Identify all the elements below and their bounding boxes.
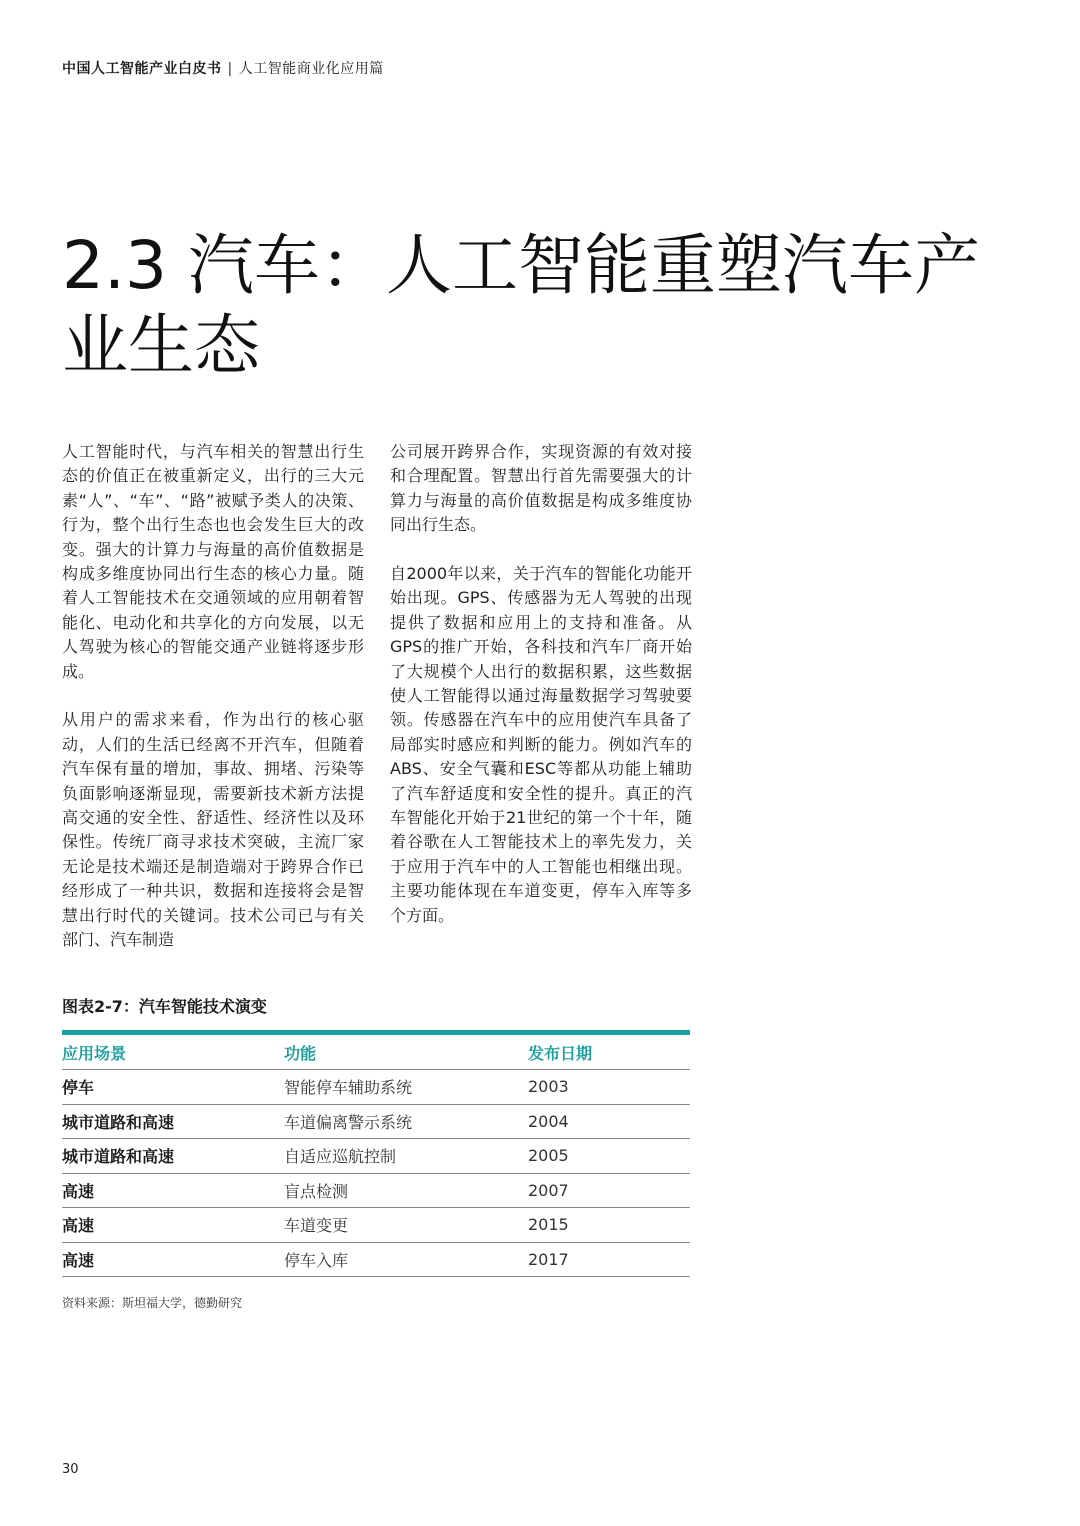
table-row <box>62 1104 690 1139</box>
body-column-right <box>390 440 692 953</box>
header-section: 人工智能商业化应用篇 <box>238 61 384 77</box>
table-row <box>62 1139 690 1174</box>
paragraph: 公司展开跨界合作，实现资源的有效对接和合理配置。智慧出行首先需要强大的计算力与海量的高价值数据是构成多维度协同出行生态。 <box>390 442 692 535</box>
cell-scenario: 停车 <box>62 1070 284 1105</box>
cell-scenario: 城市道路和高速 <box>62 1104 284 1139</box>
column-header-scenario: 应用场景 <box>62 1035 284 1070</box>
cell-function: 车道偏离警示系统 <box>284 1104 528 1139</box>
running-header <box>62 58 384 78</box>
cell-date: 2015 <box>528 1208 690 1243</box>
cell-function: 智能停车辅助系统 <box>284 1070 528 1105</box>
cell-function: 停车入库 <box>284 1242 528 1277</box>
paragraph: 人工智能时代，与汽车相关的智慧出行生态的价值正在被重新定义，出行的三大元素“人”、“车”、“路”被赋予类人的决策、行为，整个出行生态也也会发生巨大的改变。强大的计算力与海量的高价值数据是构成多维度协同出行生态的核心力量。随着人工智能技术在交通领域的应用朝着智能化、电动化和共享化的方向发展，以无人驾驶为核心的智能交通产业链将逐步形成。 <box>62 442 364 681</box>
table-row <box>62 1208 690 1243</box>
cell-function: 盲点检测 <box>284 1173 528 1208</box>
header-doc-title: 中国人工智能产业白皮书 <box>62 61 222 77</box>
paragraph: 自2000年以来，关于汽车的智能化功能开始出现。GPS、传感器为无人驾驶的出现提供了数据和应用上的支持和准备。从GPS的推广开始，各科技和汽车厂商开始了大规模个人出行的数据积累，这些数据使人工智能得以通过海量数据学习驾驶要领。传感器在汽车中的应用使汽车具备了局部实时感应和判断的能力。例如汽车的ABS、安全气囊和ESC等都从功能上辅助了汽车舒适度和安全性的提升。真正的汽车智能化开始于21世纪的第一个十年，随着谷歌在人工智能技术上的率先发力，关于应用于汽车中的人工智能也相继出现。主要功能体现在车道变更，停车入库等多个方面。 <box>390 564 692 925</box>
table-row <box>62 1173 690 1208</box>
cell-scenario: 城市道路和高速 <box>62 1139 284 1174</box>
cell-function: 自适应巡航控制 <box>284 1139 528 1174</box>
cell-scenario: 高速 <box>62 1173 284 1208</box>
table-caption: 图表2-7：汽车智能技术演变 <box>62 997 267 1016</box>
body-column-left <box>62 440 364 977</box>
table-row <box>62 1070 690 1105</box>
table-row <box>62 1242 690 1277</box>
cell-date: 2007 <box>528 1173 690 1208</box>
cell-date: 2004 <box>528 1104 690 1139</box>
table-header-row <box>62 1035 690 1070</box>
cell-date: 2005 <box>528 1139 690 1174</box>
data-table <box>62 1035 690 1277</box>
tech-evolution-table <box>62 1030 690 1277</box>
header-separator: | <box>227 61 233 77</box>
cell-date: 2003 <box>528 1070 690 1105</box>
page-number: 30 <box>62 1462 79 1477</box>
cell-scenario: 高速 <box>62 1208 284 1243</box>
column-header-function: 功能 <box>284 1035 528 1070</box>
cell-function: 车道变更 <box>284 1208 528 1243</box>
column-header-date: 发布日期 <box>528 1035 690 1070</box>
table-source-note: 资料来源：斯坦福大学，德勤研究 <box>62 1296 243 1310</box>
cell-date: 2017 <box>528 1242 690 1277</box>
cell-scenario: 高速 <box>62 1242 284 1277</box>
paragraph: 从用户的需求来看，作为出行的核心驱动，人们的生活已经离不开汽车，但随着汽车保有量的增加，事故、拥堵、污染等负面影响逐渐显现，需要新技术新方法提高交通的安全性、舒适性、经济性以及环保性。传统厂商寻求技术突破，主流厂家无论是技术端还是制造端对于跨界合作已经形成了一种共识，数据和连接将会是智慧出行时代的关键词。技术公司已与有关部门、汽车制造 <box>62 710 364 950</box>
page-title: 2.3 汽车：人工智能重塑汽车产业生态 <box>62 227 980 384</box>
